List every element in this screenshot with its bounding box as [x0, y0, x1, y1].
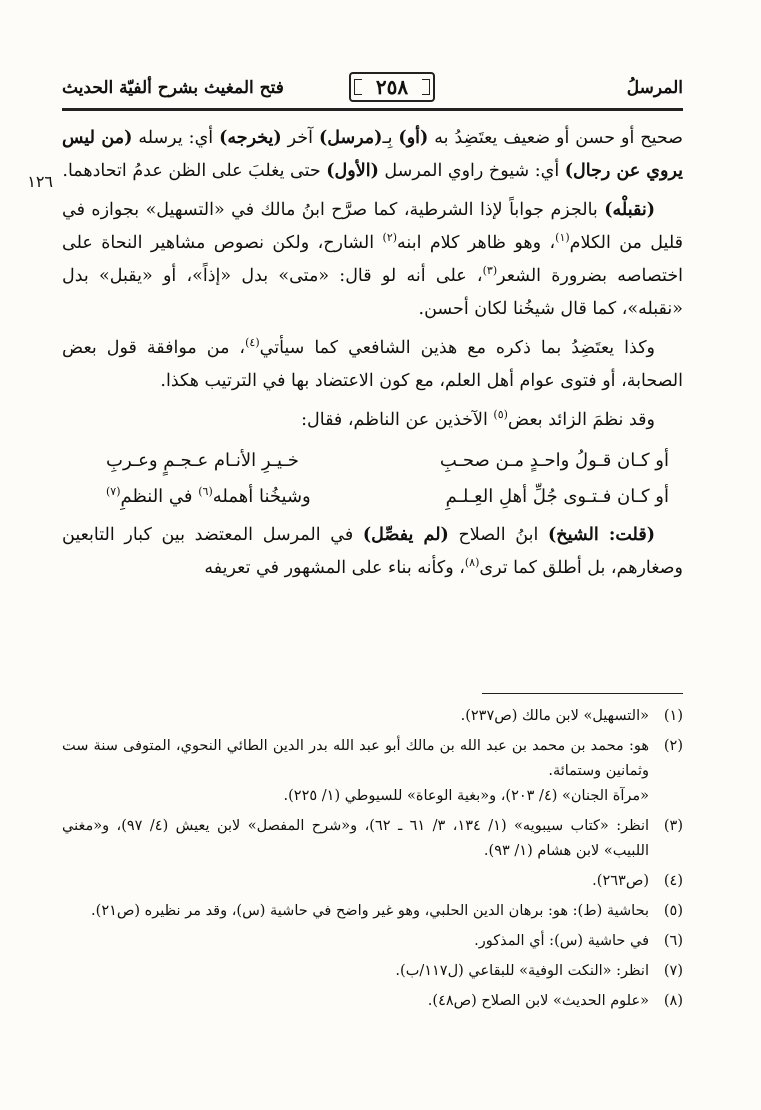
footnote-text: (ص٢٦٣). — [592, 873, 649, 889]
footnote — [62, 704, 683, 729]
verse-quote: (لم يفصِّل) — [362, 525, 449, 545]
text-run: بِـ — [382, 128, 399, 148]
hemistich-second: خـيـرِ الأنـام عـجـمٍ وعـربِ — [106, 450, 299, 471]
footnote-number: (٤) — [663, 873, 683, 889]
text-run: صحيح أو حسن أو ضعيف يعتَضِدُ به — [428, 128, 684, 148]
footnote-ref[interactable]: (٥) — [493, 408, 508, 422]
verse-quote: (أو) — [398, 128, 429, 148]
page-number: ٢٥٨ — [349, 72, 435, 102]
footnote — [62, 959, 683, 984]
verse-quote: (مرسل) — [318, 128, 383, 148]
paragraph-5 — [62, 519, 683, 585]
footnote-rule — [482, 693, 683, 694]
hemistich-first: أو كـان فـتـوى جُلِّ أهلِ العِـلـمِ — [445, 486, 669, 507]
hemistich-second — [106, 479, 311, 515]
footnote — [62, 899, 683, 924]
paragraph-4 — [62, 404, 683, 437]
footnote-text: بحاشية (ط): هو: برهان الدين الحلبي، وهو غير واضح في حاشية (س)، وقد مر نظيره (ص٢١). — [91, 903, 649, 919]
footnote-text: في حاشية (س): أي المذكور. — [474, 933, 649, 949]
paragraph-1 — [62, 122, 683, 188]
section-title: المرسلُ — [626, 78, 683, 98]
text-run: أي: يرسله — [132, 128, 220, 148]
footnote-number: (١) — [663, 708, 683, 724]
footnote-ref[interactable]: (٨) — [464, 556, 480, 570]
poem — [62, 443, 683, 515]
running-header — [62, 72, 683, 106]
verse-quote: (يخرجه) — [219, 128, 282, 148]
text-run: في المرسل المعتضد بين كبار التابعين وصغارهم، بل أطلق كما ترى — [62, 525, 683, 578]
footnote-text: انظر: «النكت الوفية» للبقاعي (ل١١٧/ب). — [395, 963, 649, 979]
book-title: فتح المغيث بشرح ألفيّة الحديث — [62, 78, 284, 98]
text-run: «مرآة الجنان» (٤/ ٢٠٣)، و«بغية الوعاة» للسيوطي (١/ ٢٢٥). — [283, 788, 649, 804]
footnote-text: «التسهيل» لابن مالك (ص٢٣٧). — [460, 708, 649, 724]
text-run: آخر — [281, 128, 319, 148]
text-run: حتى يغلبَ على الظن عدمُ اتحادهما. — [62, 161, 327, 181]
poem-verse-1 — [62, 443, 683, 479]
text-run: بالجزم جواباً لإذا الشرطية، كما صرَّح ابنُ مالك في «التسهيل» بجوازه في قليل من الكلام — [62, 200, 683, 253]
paragraph-3 — [62, 332, 683, 398]
text-run: في النظمِ — [120, 486, 199, 507]
footnote-text: انظر: «كتاب سيبويه» (١/ ١٣٤، ٣/ ٦١ ـ ٦٢)، و«شرح المفصل» لابن يعيش (٤/ ٩٧)، و«مغني اللبيب» لابن هشام (١/ ٩٣). — [62, 818, 650, 859]
footnote-ref[interactable]: (٦) — [198, 485, 213, 498]
verse-quote: (نقبلْه) — [604, 200, 655, 220]
verse-quote: (قلت: الشيخ) — [548, 525, 655, 545]
text-run: ، من موافقة قول بعض الصحابة، أو فتوى عوام أهل العلم، مع كون الاعتضاد بها في الترتيب هكذا. — [62, 338, 683, 391]
text-run: ، وكأنه بناء على المشهور في تعريفه — [204, 558, 465, 578]
footnote-ref[interactable]: (١) — [555, 231, 570, 245]
footnote-number: (٨) — [663, 993, 683, 1009]
footnote — [62, 814, 683, 864]
footnote-number: (٣) — [663, 818, 683, 834]
footnote-number: (٧) — [663, 963, 683, 979]
poem-verse-2 — [62, 479, 683, 515]
header-rule — [62, 108, 683, 111]
footnotes — [62, 704, 683, 1019]
text-run: ، على أنه لو قال: «متى» بدل «إذاً»، أو «يقبل» بدل «نقبله»، كما قال شيخُنا لكان أحسن. — [62, 266, 683, 319]
footnote-ref[interactable]: (٧) — [106, 485, 121, 498]
footnote — [62, 734, 683, 809]
footnote-ref[interactable]: (٤) — [245, 336, 260, 350]
text-run: وقد نظمَ الزائد بعض — [507, 410, 655, 430]
footnote-ref[interactable]: (٣) — [482, 264, 498, 278]
text-run: وشيخُنا أهمله — [212, 486, 311, 507]
text-run: أي: شيوخ راوي المرسل — [378, 161, 565, 181]
main-text — [62, 122, 683, 591]
footnote-number: (٥) — [663, 903, 683, 919]
verse-quote: (من ليس يروي عن رجال) — [62, 128, 683, 181]
footnote-number: (٦) — [663, 933, 683, 949]
footnote-text — [62, 734, 649, 809]
footnote-ref[interactable]: (٢) — [382, 231, 398, 245]
verse-quote: (الأول) — [326, 161, 379, 181]
text-run: ، وهو ظاهر كلام ابنه — [397, 233, 556, 253]
text-run: ابنُ الصلاح — [448, 525, 549, 545]
footnote-text: «علوم الحديث» لابن الصلاح (ص٤٨). — [427, 993, 649, 1009]
footnote-number: (٢) — [663, 738, 683, 754]
text-run: هو: محمد بن محمد بن عبد الله بن مالك أبو عبد الله بدر الدين الطائي النحوي، المتوفى سنة ست وثمانين وستمائة. — [62, 738, 649, 779]
footnote — [62, 989, 683, 1014]
footnote — [62, 929, 683, 954]
margin-verse-number: ١٢٦ — [27, 172, 53, 191]
text-run: الآخذين عن الناظم، فقال: — [301, 410, 494, 430]
text-run: وكذا يعتَضِدُ بما ذكره مع هذين الشافعي كما سيأتي — [259, 338, 655, 358]
text-run: الشارح، ولكن نصوص مشاهير النحاة على اختصاصه بضرورة الشعر — [62, 233, 684, 286]
paragraph-2 — [62, 194, 683, 326]
hemistich-first: أو كـان قـولُ واحـدٍ مـن صحـبِ — [439, 450, 669, 471]
footnote — [62, 869, 683, 894]
